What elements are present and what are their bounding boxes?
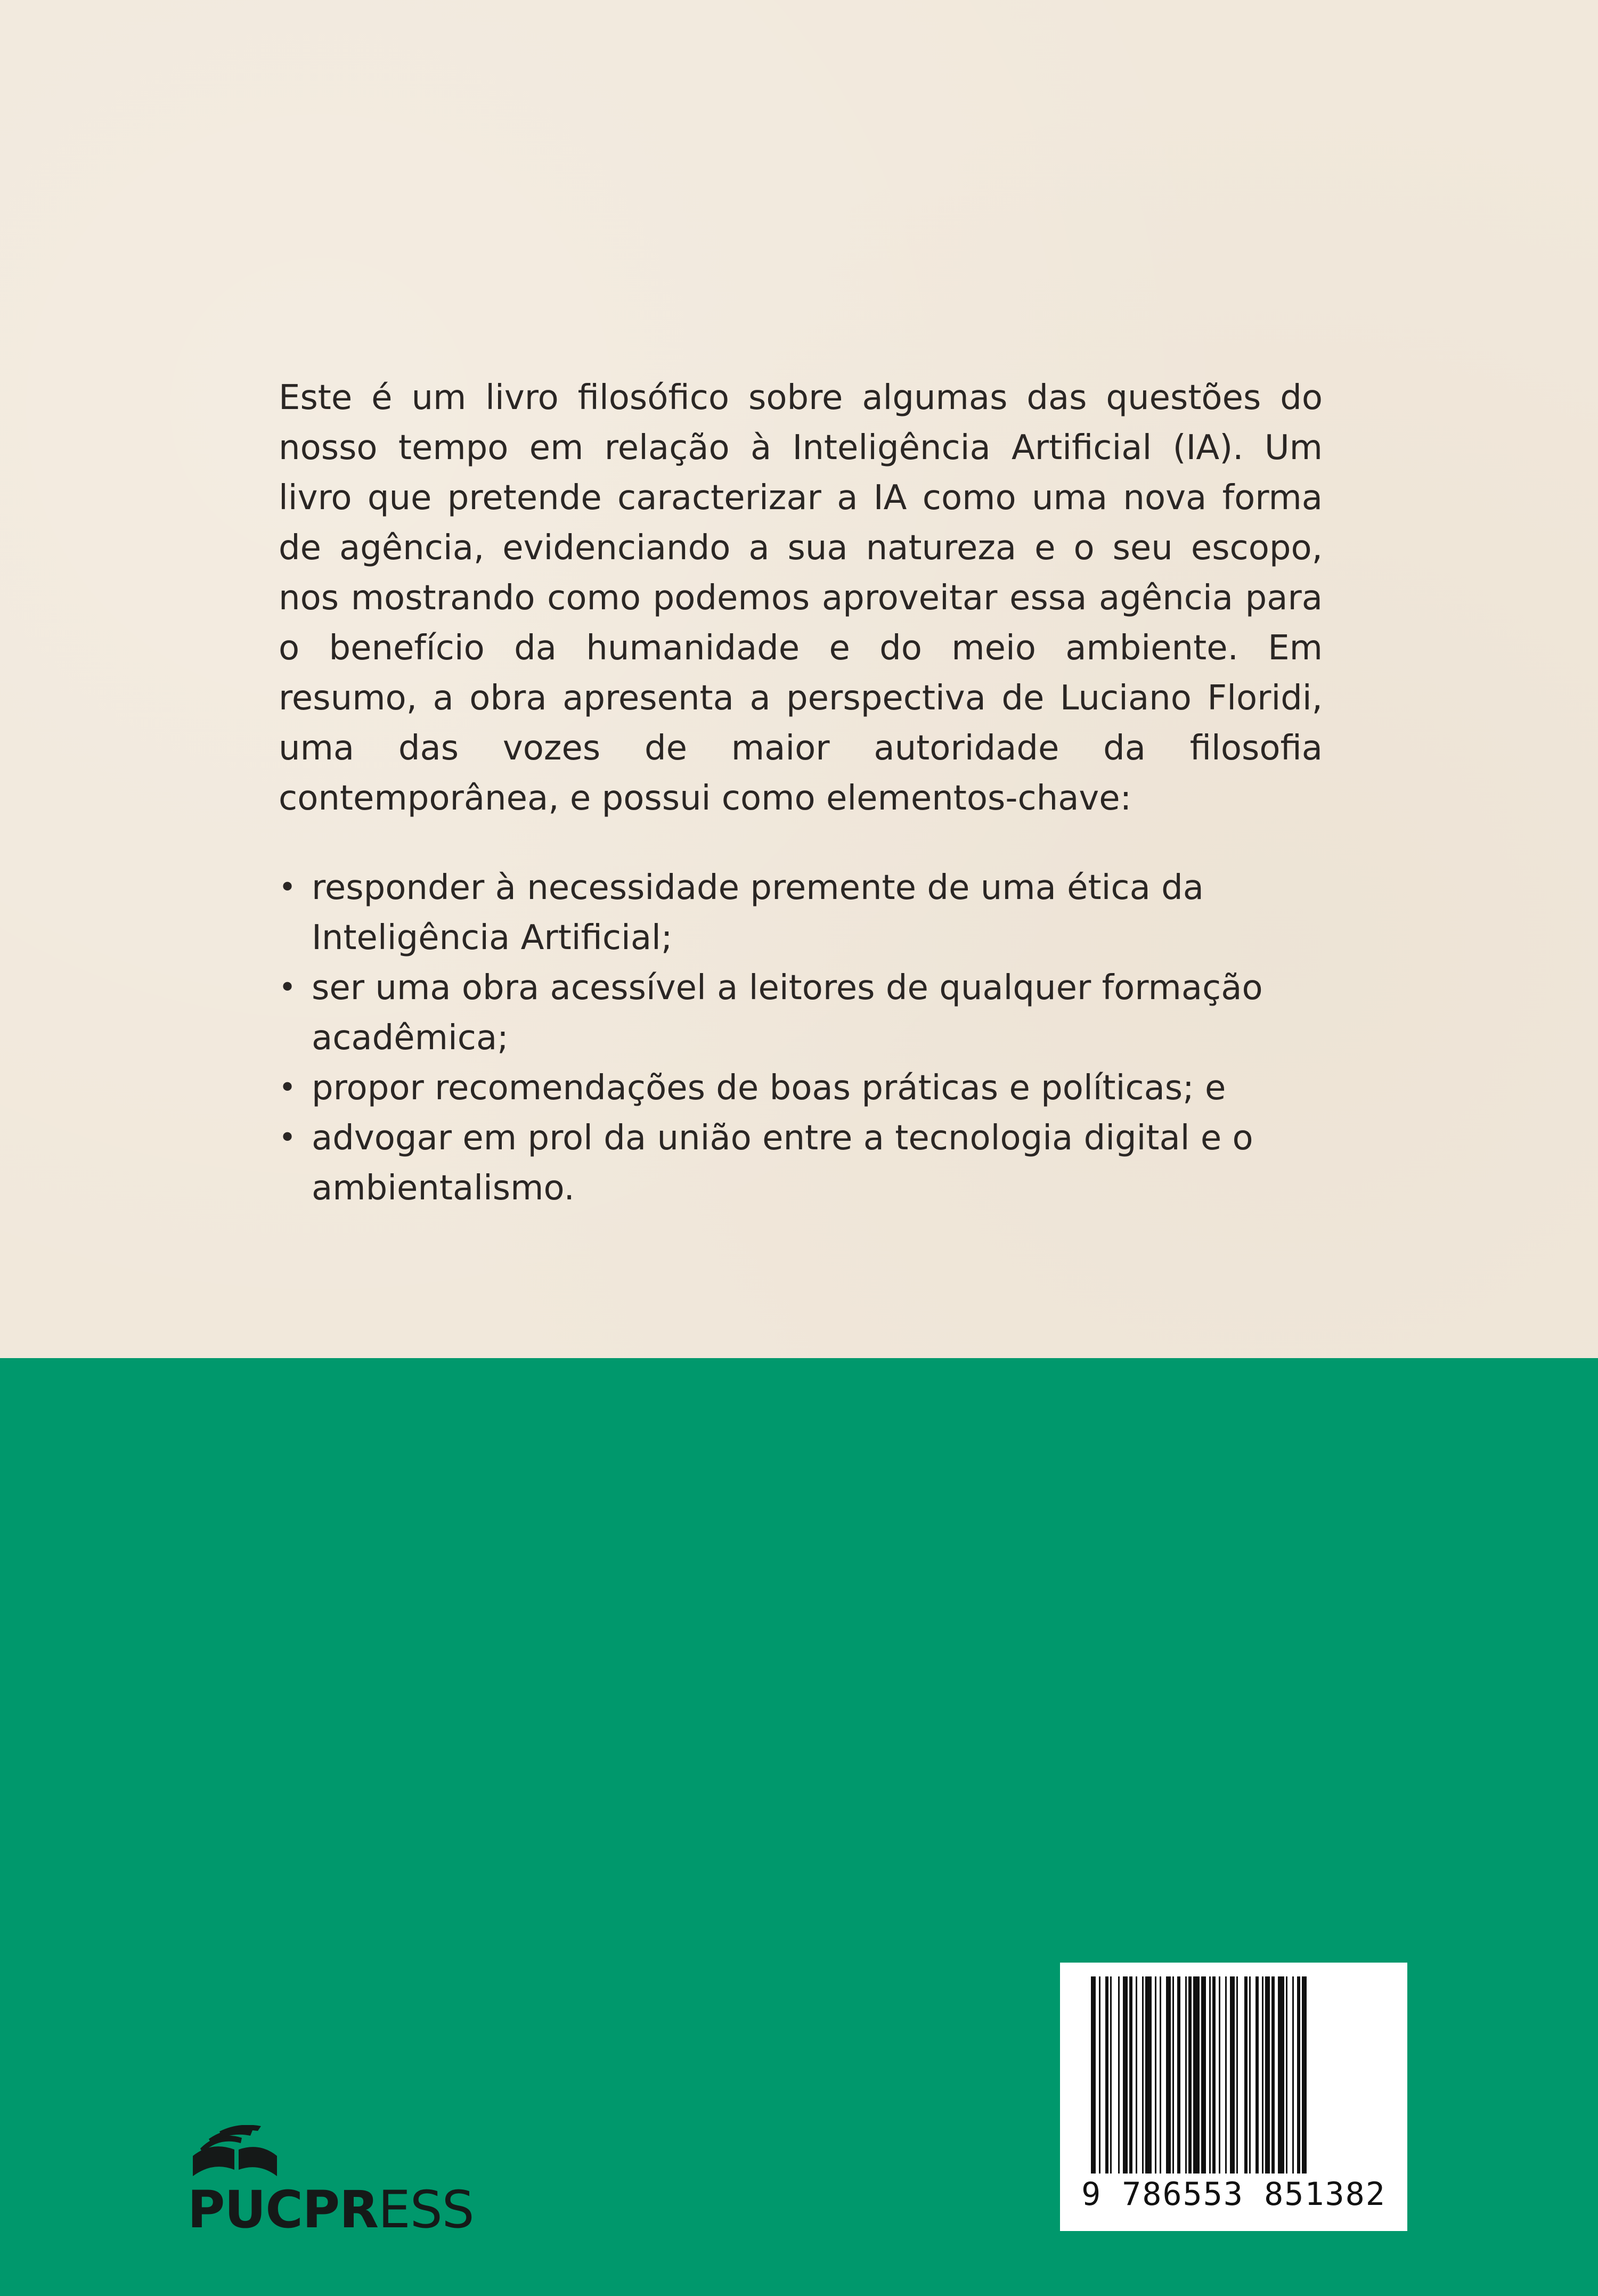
list-item-text: ser uma obra acessível a leitores de qualquer formação acadêmica; [312, 968, 1263, 1058]
publisher-name-light: ESS [378, 2180, 474, 2240]
publisher-wordmark [187, 2180, 474, 2239]
key-elements-list [279, 863, 1323, 1213]
publisher-name-bold: PUCPR [187, 2180, 379, 2240]
bullet-icon: • [279, 1121, 297, 1155]
publisher-logo [187, 2125, 474, 2242]
isbn-digits: 9 786553 851382 [1081, 2176, 1386, 2213]
bullet-icon: • [279, 870, 297, 905]
list-item [279, 963, 1323, 1063]
list-item [279, 1113, 1323, 1213]
list-item-text: propor recomendações de boas práticas e políticas; e [312, 1068, 1226, 1108]
bullet-icon: • [279, 970, 297, 1005]
isbn-barcode [1060, 1963, 1407, 2231]
blurb-paragraph: Este é um livro filosófico sobre algumas das questões do nosso tempo em relação à Inteligência Artificial (IA). Um livro que pretende caracterizar a IA como uma nova forma de agência, evidenciando a sua natureza e o seu escopo, nos mostrando como podemos aproveitar essa agência para o benefício da humanidade e do meio ambiente. Em resumo, a obra apresenta a perspectiva de Luciano Floridi, uma das vozes de maior autoridade da filosofia contemporânea, e possui como elementos-chave: [279, 378, 1323, 818]
barcode-bars [1091, 1976, 1376, 2179]
list-item-text: advogar em prol da união entre a tecnologia digital e o ambientalismo. [312, 1118, 1253, 1208]
bullet-icon: • [279, 1071, 297, 1105]
list-item [279, 863, 1323, 963]
open-book-icon [187, 2125, 283, 2189]
list-item-text: responder à necessidade premente de uma ética da Inteligência Artificial; [312, 868, 1204, 958]
list-item [279, 1063, 1323, 1113]
